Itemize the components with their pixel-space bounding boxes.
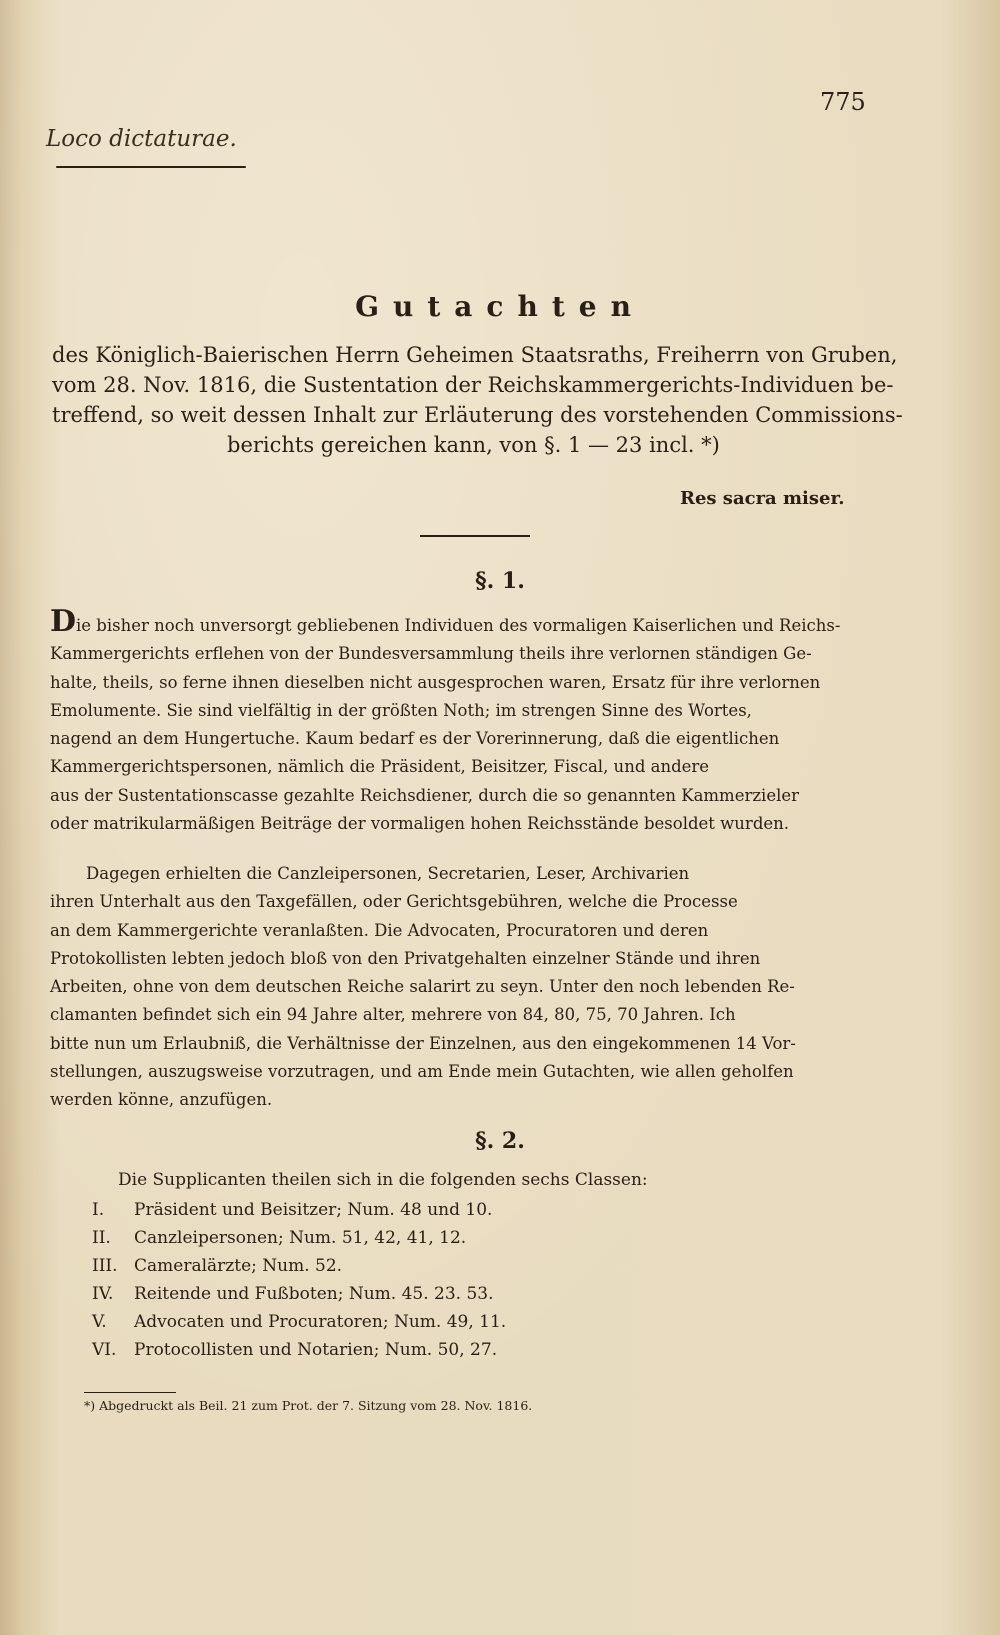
running-title: Loco dictaturae. xyxy=(46,126,237,152)
paragraph-line: Die bisher noch unversorgt gebliebenen Individuen des vormaligen Kaiserlichen und Reichs- xyxy=(50,604,841,639)
page-number: 775 xyxy=(820,88,866,116)
paragraph-line: Emolumente. Sie sind vielfältig in der größten Noth; im strengen Sinne des Wortes, xyxy=(50,700,752,720)
document-subtitle xyxy=(52,340,903,460)
paragraph-line: Kammergerichts erflehen von der Bundesversammlung theils ihre verlornen ständigen Ge- xyxy=(50,644,812,664)
paragraph-line: an dem Kammergerichte veranlaßten. Die Advocaten, Procuratoren und deren xyxy=(50,920,709,940)
subtitle-line: berichts gereichen kann, von §. 1 — 23 incl. *) xyxy=(227,433,720,457)
section-2-heading: §. 2. xyxy=(475,1128,525,1154)
list-item: VI. Protocollisten und Notarien; Num. 50, 27. xyxy=(92,1340,498,1360)
section-1-paragraph-2 xyxy=(50,860,865,1115)
paragraph-line: bitte nun um Erlaubniß, die Verhältnisse der Einzelnen, aus den eingekommenen 14 Vor- xyxy=(50,1033,796,1053)
section-divider xyxy=(420,535,530,537)
paragraph-line: Dagegen erhielten die Canzleipersonen, Secretarien, Leser, Archivarien xyxy=(86,864,690,883)
subtitle-line: vom 28. Nov. 1816, die Sustentation der Reichskammergerichts-Individuen be- xyxy=(52,373,894,397)
list-item: I. Präsident und Beisitzer; Num. 48 und 10. xyxy=(92,1200,493,1220)
section-1-paragraph-1 xyxy=(50,604,865,838)
section-1-heading: §. 1. xyxy=(475,568,525,594)
paragraph-line: Kammergerichtspersonen, nämlich die Präsident, Beisitzer, Fiscal, und andere xyxy=(50,757,710,777)
paragraph-line: werden könne, anzufügen. xyxy=(50,1090,273,1110)
list-item: IV. Reitende und Fußboten; Num. 45. 23. 53. xyxy=(92,1284,494,1304)
paragraph-line: ihren Unterhalt aus den Taxgefällen, oder Gerichtsgebühren, welche die Processe xyxy=(50,892,738,912)
subtitle-line: des Königlich-Baierischen Herrn Geheimen Staatsraths, Freiherrn von Gruben, xyxy=(52,343,898,367)
paragraph-line: halte, theils, so ferne ihnen dieselben nicht ausgesprochen waren, Ersatz für ihre verlornen xyxy=(50,672,821,692)
list-item: V. Advocaten und Procuratoren; Num. 49, 11. xyxy=(92,1312,507,1332)
running-title-underline xyxy=(56,166,246,168)
footnote: *) Abgedruckt als Beil. 21 zum Prot. der 7. Sitzung vom 28. Nov. 1816. xyxy=(84,1398,533,1413)
drop-cap: D xyxy=(50,604,77,639)
paragraph-line: clamanten befindet sich ein 94 Jahre alter, mehrere von 84, 80, 75, 70 Jahren. Ich xyxy=(50,1005,736,1025)
motto: Res sacra miser. xyxy=(680,488,845,509)
footnote-rule xyxy=(84,1392,176,1393)
document-title: Gutachten xyxy=(355,290,645,323)
list-item: II. Canzleipersonen; Num. 51, 42, 41, 12. xyxy=(92,1228,467,1248)
paragraph-line: oder matrikularmäßigen Beiträge der vormaligen hohen Reichsstände besoldet wurden. xyxy=(50,814,790,834)
section-2-intro: Die Supplicanten theilen sich in die folgenden sechs Classen: xyxy=(118,1170,648,1190)
subtitle-line: treffend, so weit dessen Inhalt zur Erläuterung des vorstehenden Commissions- xyxy=(52,403,903,427)
paragraph-line: aus der Sustentationscasse gezahlte Reichsdiener, durch die so genannten Kammerzieler xyxy=(50,785,800,805)
paragraph-line: Protokollisten lebten jedoch bloß von den Privatgehalten einzelner Stände und ihren xyxy=(50,948,761,968)
classes-list xyxy=(92,1196,506,1364)
paragraph-line: nagend an dem Hungertuche. Kaum bedarf es der Vorerinnerung, daß die eigentlichen xyxy=(50,729,780,749)
paragraph-line: stellungen, auszugsweise vorzutragen, und am Ende mein Gutachten, wie allen geholfen xyxy=(50,1062,794,1082)
list-item: III. Cameralärzte; Num. 52. xyxy=(92,1256,343,1276)
paragraph-line: Arbeiten, ohne von dem deutschen Reiche salarirt zu seyn. Unter den noch lebenden Re- xyxy=(50,977,795,997)
